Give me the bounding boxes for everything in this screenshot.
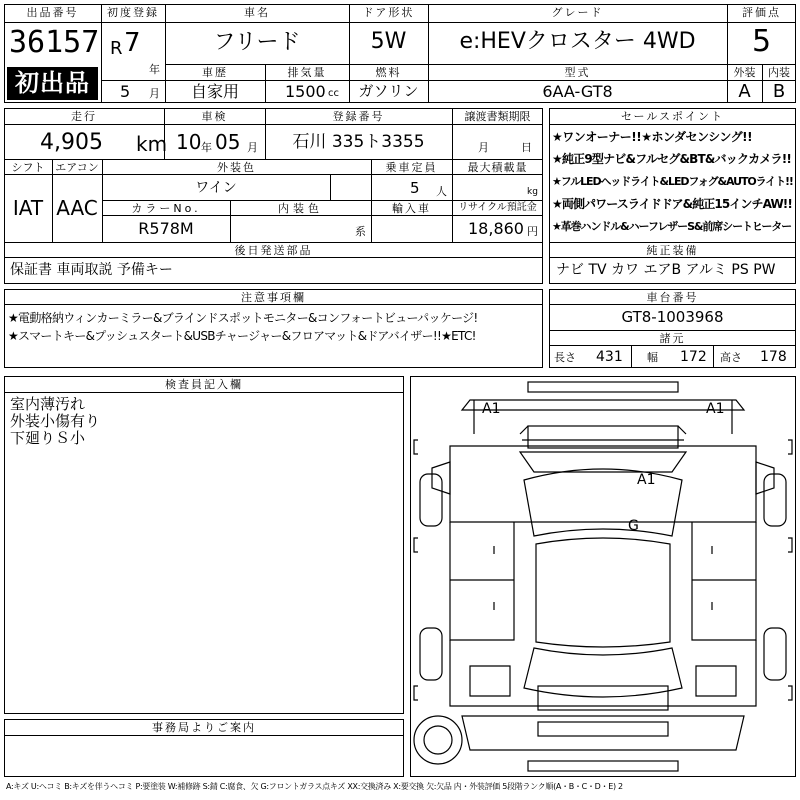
chassis-label: 車台番号 — [646, 291, 699, 304]
mileage-value: 4,905 — [40, 130, 103, 155]
notes-label: 注意事項欄 — [241, 291, 306, 304]
sales-point-line: ★革巻ハンドル&ハーフレザーS&前席シートヒーター — [552, 220, 792, 233]
inspector-note: 下廻りＳ小 — [10, 429, 86, 447]
color-value: ワイン — [195, 180, 237, 196]
inspection-year: 10 — [176, 130, 202, 154]
note-line: ★スマートキー&プッシュスタート&USBチャージャー&フロアマット&ドアバイザー!!★ETC! — [8, 329, 476, 343]
sales-points-label: セールスポイント — [620, 110, 724, 123]
shift-label: シフト — [11, 161, 45, 174]
legend-text: A:キズ U:ヘコミ B:キズを伴うヘコミ P:要塗装 W:補修跡 S:錆 C:腐食、欠 G:フロントガラス点キズ XX:交換済み X:要交換 欠:欠品 内・外装評価 5段階ランク順(A・B・C・D・E) 2 — [6, 782, 623, 791]
first-reg-label: 初度登録 — [107, 6, 159, 19]
car-name: フリード — [213, 30, 301, 55]
model-label: 型式 — [564, 66, 591, 79]
door-value: 5W — [370, 29, 407, 54]
fuel-value: ガソリン — [358, 82, 419, 100]
damage-mark: A1 — [482, 401, 501, 417]
damage-mark: A1 — [706, 401, 725, 417]
inspection-month-unit: 月 — [247, 141, 258, 154]
load-unit: kg — [527, 187, 538, 197]
sales-point-line: ★純正9型ナビ&フルセグ&BT&バックカメラ!! — [552, 152, 792, 166]
transfer-day-unit: 日 — [521, 141, 532, 154]
reg-year-unit: 年 — [149, 63, 160, 76]
exterior-label: 外装 — [733, 66, 756, 79]
load-label: 最大積載量 — [467, 161, 528, 174]
reg-year: 7 — [124, 28, 141, 58]
capacity-value: 5 — [410, 179, 420, 197]
transfer-label: 譲渡書類期限 — [464, 110, 531, 123]
mileage-unit: km — [136, 132, 168, 156]
later-parts-label: 後日発送部品 — [234, 244, 313, 257]
shift-value: IAT — [12, 196, 44, 220]
car-name-label: 車名 — [244, 6, 270, 19]
score-value: 5 — [751, 24, 772, 59]
interior-grade: B — [772, 81, 786, 102]
capacity-label: 乗車定員 — [385, 161, 438, 174]
length-value: 431 — [596, 349, 623, 365]
reg-month-unit: 月 — [149, 87, 160, 100]
door-label: ドア形状 — [362, 6, 415, 19]
score-label: 評価点 — [742, 6, 781, 19]
recycle-value: 18,860 — [468, 219, 524, 238]
interior-color-unit: 系 — [355, 225, 366, 238]
damage-mark: A1 — [637, 472, 656, 488]
grade-value: e:HEVクロスター 4WD — [459, 29, 696, 54]
recycle-unit: 円 — [527, 225, 538, 238]
import-label: 輸入車 — [392, 202, 431, 215]
displacement-unit: cc — [328, 88, 339, 99]
sales-point-line: ★フルLEDヘッドライト&LEDフォグ&AUTOライト!! — [552, 175, 793, 188]
inspection-month: 05 — [215, 130, 241, 154]
inspection-label: 車検 — [201, 110, 228, 123]
first-listing-badge: 初出品 — [7, 67, 98, 100]
capacity-unit: 人 — [436, 185, 447, 198]
history-label: 車歴 — [202, 66, 228, 79]
length-label: 長さ — [554, 351, 576, 364]
sales-point-line: ★両側パワースライドドア&純正15インチAW!! — [552, 197, 792, 211]
model-value: 6AA-GT8 — [542, 82, 613, 101]
transfer-month-unit: 月 — [478, 141, 489, 154]
ac-label: エアコン — [55, 161, 99, 174]
fuel-label: 燃料 — [375, 66, 402, 79]
note-line: ★電動格納ウィンカーミラー&ブラインドスポットモニター&コンフォートビューパッケージ! — [8, 311, 478, 325]
reg-month: 5 — [120, 82, 131, 101]
interior-color-label: 内装色 — [278, 202, 323, 215]
color-no-value: R578M — [138, 219, 194, 238]
mileage-label: 走行 — [71, 110, 97, 123]
displacement-value: 1500 — [285, 82, 326, 101]
inspection-year-unit: 年 — [201, 141, 212, 154]
later-parts-value: 保証書 車両取説 予備キー — [10, 262, 173, 278]
equipment-label: 純正装備 — [646, 244, 699, 257]
width-label: 幅 — [647, 351, 658, 364]
width-value: 172 — [680, 349, 707, 365]
sales-point-line: ★ワンオーナー!!★ホンダセンシング!! — [552, 130, 753, 144]
displacement-label: 排気量 — [287, 66, 327, 79]
office-label: 事務局よりご案内 — [152, 721, 256, 734]
height-value: 178 — [760, 349, 787, 365]
chassis-number: GT8-1003968 — [621, 308, 724, 326]
reg-number-value: 石川 335ト3355 — [292, 132, 425, 152]
height-label: 高さ — [720, 351, 742, 364]
damage-mark: G — [628, 518, 639, 534]
color-no-label: カラーNo. — [131, 202, 201, 215]
history-value: 自家用 — [190, 82, 239, 101]
color-label: 外装色 — [217, 161, 256, 174]
ac-value: AAC — [56, 196, 98, 220]
recycle-label: リサイクル預託金 — [458, 202, 537, 213]
lot-number-label: 出品番号 — [26, 6, 79, 19]
grade-label: グレード — [551, 6, 604, 19]
lot-number: 36157 — [9, 25, 100, 60]
dimensions-label: 諸元 — [659, 332, 686, 345]
exterior-grade: A — [738, 81, 751, 102]
reg-number-label: 登録番号 — [332, 110, 385, 123]
car-diagram — [410, 376, 796, 777]
equipment-value: ナビ TV カワ エアB アルミ PS PW — [556, 262, 776, 278]
inspector-label: 検査員記入欄 — [165, 378, 243, 391]
era-label: R — [110, 38, 123, 59]
interior-label: 内装 — [768, 66, 790, 79]
inspector-note: 室内薄汚れ — [10, 395, 86, 413]
inspector-note: 外装小傷有り — [10, 412, 101, 430]
